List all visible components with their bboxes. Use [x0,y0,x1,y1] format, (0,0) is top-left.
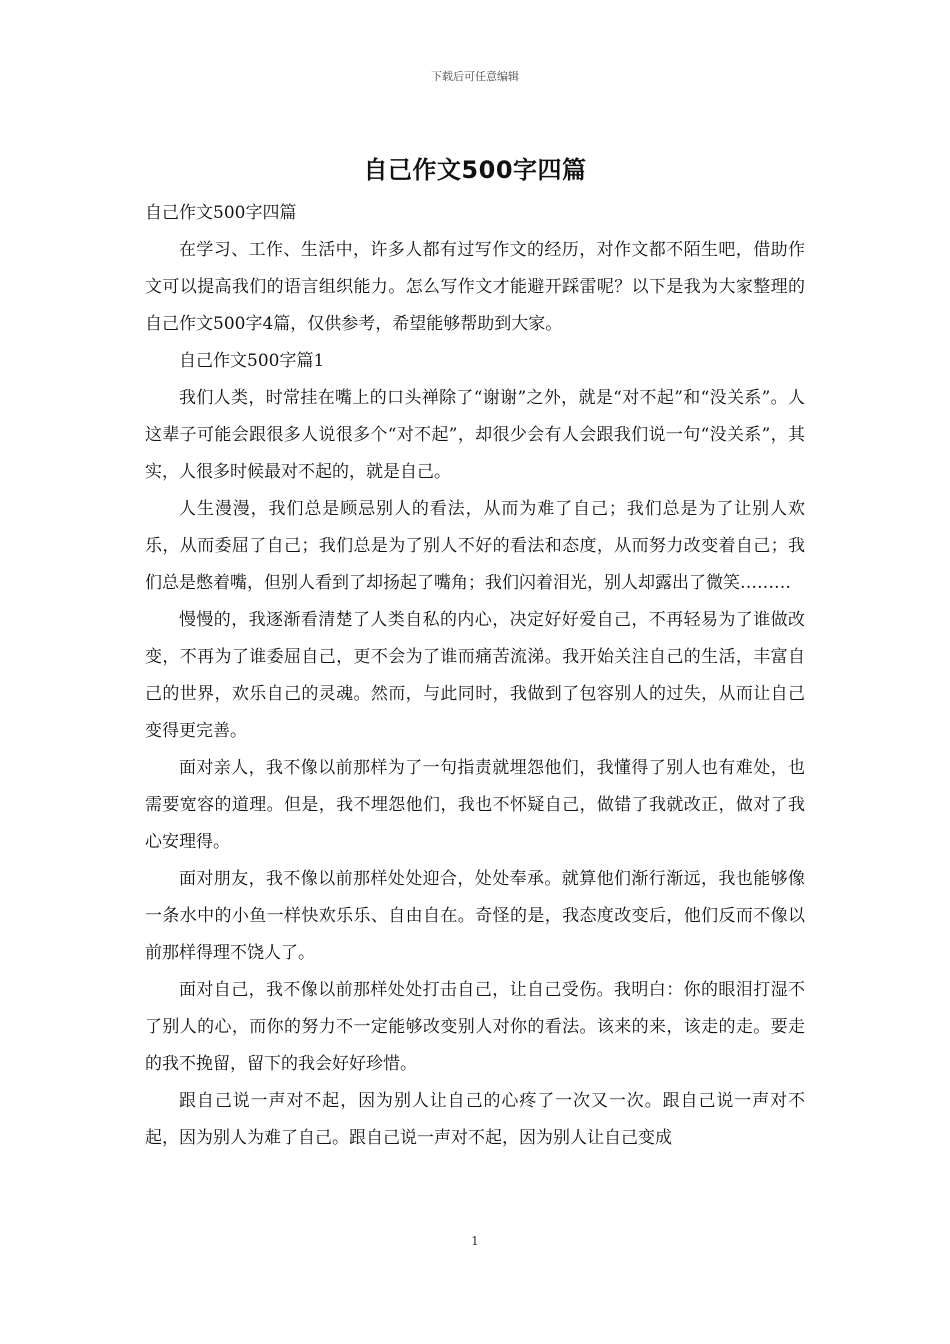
body-paragraph: 面对朋友，我不像以前那样处处迎合，处处奉承。就算他们渐行渐远，我也能够像一条水中的小鱼一样快欢乐乐、自由自在。奇怪的是，我态度改变后，他们反而不像以前那样得理不饶人了。 [145,869,805,963]
body-paragraph: 面对亲人，我不像以前那样为了一句指责就埋怨他们，我懂得了别人也有难处，也需要宽容的道理。但是，我不埋怨他们，我也不怀疑自己，做错了我就改正，做对了我心安理得。 [145,758,805,852]
body-paragraph: 我们人类，时常挂在嘴上的口头禅除了“谢谢”之外，就是“对不起”和“没关系”。人这辈子可能会跟很多人说很多个“对不起”，却很少会有人会跟我们说一句“没关系”，其实，人很多时候最对不起的，就是自己。 [145,388,805,482]
document-body [145,195,805,1157]
body-paragraph: 面对自己，我不像以前那样处处打击自己，让自己受伤。我明白：你的眼泪打湿不了别人的心，而你的努力不一定能够改变别人对你的看法。该来的来，该走的走。要走的我不挽留，留下的我会好好珍惜。 [145,980,805,1074]
intro-paragraph: 在学习、工作、生活中，许多人都有过写作文的经历，对作文都不陌生吧，借助作文可以提高我们的语言组织能力。怎么写作文才能避开踩雷呢？以下是我为大家整理的自己作文500字4篇，仅供参考，希望能够帮助到大家。 [145,240,805,334]
document-title: 自己作文500字四篇 [363,156,587,184]
page-number: 1 [471,1234,479,1248]
body-paragraph: 跟自己说一声对不起，因为别人让自己的心疼了一次又一次。跟自己说一声对不起，因为别人为难了自己。跟自己说一声对不起，因为别人让自己变成 [145,1091,805,1148]
subtitle-paragraph: 自己作文500字四篇 [145,203,297,223]
section-heading: 自己作文500字篇1 [179,351,325,371]
page-header: 下载后可任意编辑 [431,70,519,83]
body-paragraph: 人生漫漫，我们总是顾忌别人的看法，从而为难了自己；我们总是为了让别人欢乐，从而委屈了自己；我们总是为了别人不好的看法和态度，从而努力改变着自己；我们总是憋着嘴，但别人看到了却扬起了嘴角；我们闪着泪光，别人却露出了微笑……… [145,499,805,593]
body-paragraph: 慢慢的，我逐渐看清楚了人类自私的内心，决定好好爱自己，不再轻易为了谁做改变，不再为了谁委屈自己，更不会为了谁而痛苦流涕。我开始关注自己的生活，丰富自己的世界，欢乐自己的灵魂。然而，与此同时，我做到了包容别人的过失，从而让自己变得更完善。 [145,610,805,741]
